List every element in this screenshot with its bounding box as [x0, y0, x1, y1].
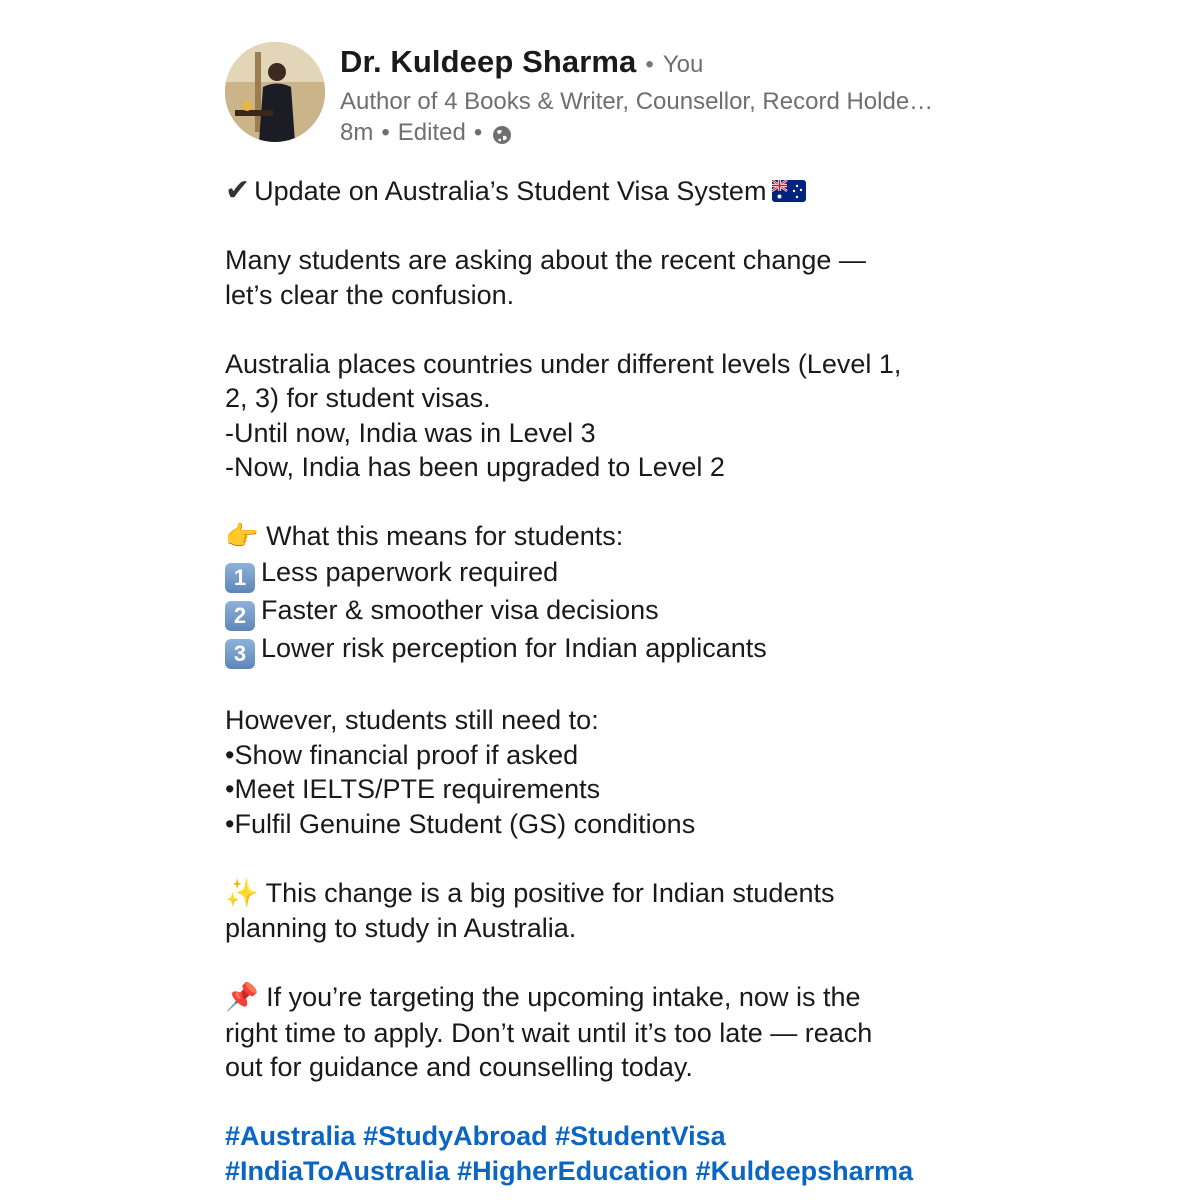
separator-dot: •: [645, 51, 654, 78]
number-three-icon: 3: [225, 639, 255, 669]
cta-line: out for guidance and counselling today.: [225, 1052, 693, 1082]
hashtag-link[interactable]: #StudyAbroad: [363, 1121, 548, 1151]
post-body: [225, 174, 985, 1188]
means-heading: What this means for students:: [266, 521, 624, 551]
means-item: [225, 593, 985, 631]
author-name-row: [340, 44, 990, 84]
post-time: 8m: [340, 119, 374, 146]
australia-flag-icon: [772, 180, 806, 202]
means-item-text: Less paperwork required: [261, 556, 559, 587]
post-title: Update on Australia’s Student Visa System: [254, 176, 767, 206]
hashtag-link[interactable]: #IndiaToAustralia: [225, 1155, 450, 1186]
post-title-paragraph: [225, 174, 985, 209]
however-item: •Meet IELTS/PTE requirements: [225, 774, 601, 804]
pointing-hand-icon: 👉: [225, 521, 259, 552]
hashtag-link[interactable]: #HigherEducation: [457, 1155, 689, 1186]
intro-line: Many students are asking about the recent change —: [225, 245, 866, 275]
edited-label: Edited: [397, 119, 466, 146]
avatar[interactable]: [225, 42, 325, 142]
however-paragraph: [225, 703, 985, 841]
post-timestamp-row: [340, 118, 990, 148]
means-item-text: Lower risk perception for Indian applicants: [261, 632, 767, 663]
positive-line: [225, 876, 985, 912]
cta-paragraph: [225, 980, 985, 1085]
means-item: [225, 555, 985, 593]
however-item: •Fulfil Genuine Student (GS) conditions: [225, 808, 696, 839]
number-one-icon: 1: [225, 563, 255, 593]
positive-paragraph: [225, 876, 985, 946]
post-title-line: [225, 174, 985, 209]
levels-line: 2, 3) for student visas.: [225, 383, 491, 413]
positive-line: planning to study in Australia.: [225, 913, 577, 943]
means-item-text: Faster & smoother visa decisions: [261, 594, 659, 625]
hashtag-line: [225, 1154, 985, 1189]
post-header: [225, 40, 985, 152]
sparkles-icon: ✨: [225, 877, 259, 909]
levels-paragraph: [225, 347, 985, 485]
levels-line: Australia places countries under different levels (Level 1,: [225, 348, 902, 379]
check-mark-icon: ✔: [225, 174, 251, 207]
cta-line: [225, 980, 985, 1016]
hashtag-link[interactable]: #StudentVisa: [555, 1121, 726, 1151]
intro-line: let’s clear the confusion.: [225, 279, 515, 310]
hashtags: [225, 1119, 985, 1188]
author-relation: You: [662, 51, 704, 78]
however-heading: However, students still need to:: [225, 705, 599, 735]
cta-text: If you’re targeting the upcoming intake, now is the: [266, 982, 861, 1012]
author-meta: [340, 44, 990, 148]
number-two-icon: 2: [225, 601, 255, 631]
separator-dot: •: [381, 119, 390, 146]
levels-line: -Now, India has been upgraded to Level 2: [225, 452, 725, 482]
positive-text: This change is a big positive for Indian students: [265, 877, 835, 908]
avatar-photo: [225, 42, 325, 142]
hashtag-link[interactable]: #Kuldeepsharma: [695, 1155, 914, 1186]
pushpin-icon: 📌: [225, 982, 259, 1013]
globe-icon: [492, 123, 512, 143]
means-heading-line: [225, 519, 985, 555]
intro-paragraph: [225, 243, 985, 312]
however-item: •Show financial proof if asked: [225, 739, 579, 770]
separator-dot: •: [473, 119, 483, 146]
levels-line: -Until now, India was in Level 3: [225, 417, 596, 448]
linkedin-post: [225, 40, 985, 1188]
means-item: [225, 631, 985, 669]
author-headline: Author of 4 Books & Writer, Counsellor, Record Holde…: [340, 88, 934, 115]
means-paragraph: [225, 519, 985, 669]
hashtag-line: [225, 1119, 985, 1154]
cta-line: right time to apply. Don’t wait until it’s too late — reach: [225, 1017, 873, 1048]
author-name[interactable]: Dr. Kuldeep Sharma: [340, 44, 637, 79]
hashtag-link[interactable]: #Australia: [225, 1121, 356, 1151]
